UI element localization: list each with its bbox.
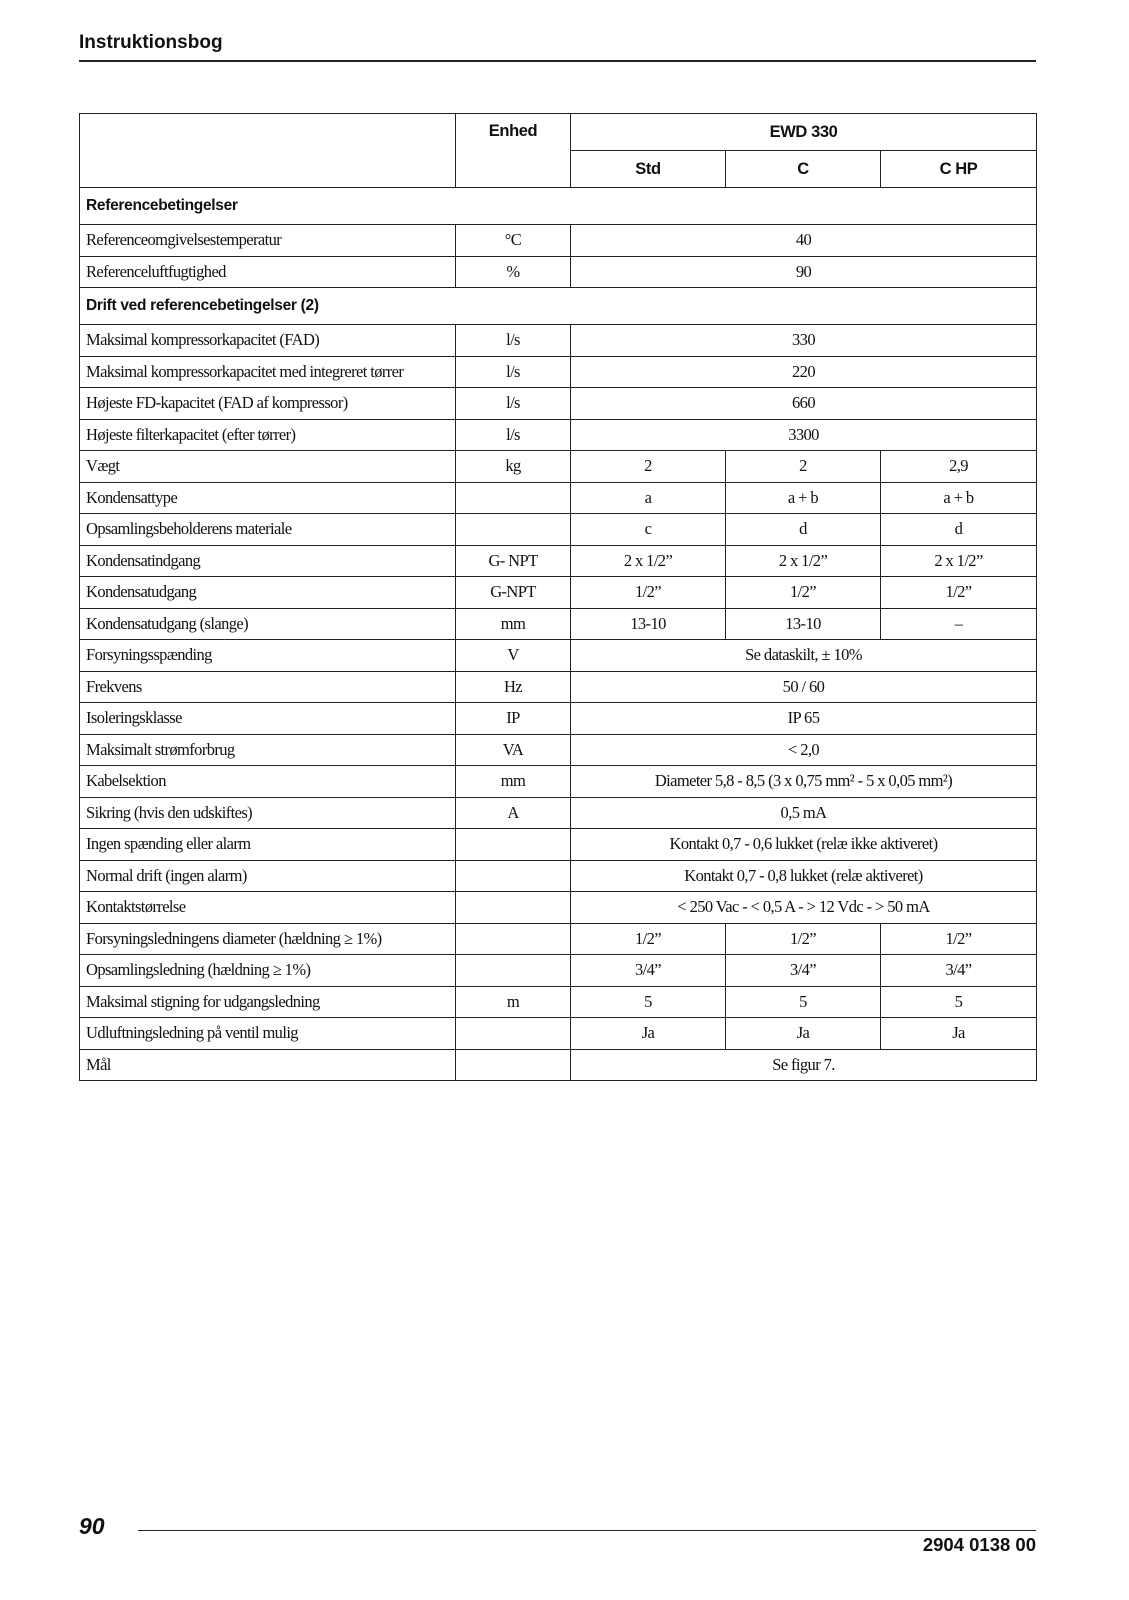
section-title: Drift ved referencebetingelser (2) <box>80 288 1037 325</box>
row-unit <box>456 860 571 892</box>
table-row <box>80 545 1037 577</box>
row-value-c: 2 x 1/2” <box>726 545 881 577</box>
row-label: Maksimal kompressorkapacitet med integreret tørrer <box>80 356 456 388</box>
table-row <box>80 256 1037 288</box>
table-row <box>80 671 1037 703</box>
table-row <box>80 640 1037 672</box>
table-row <box>80 225 1037 257</box>
row-unit: IP <box>456 703 571 735</box>
table-row <box>80 356 1037 388</box>
row-value-std: c <box>571 514 726 546</box>
variant-header-chp: C HP <box>881 151 1037 188</box>
row-label: Normal drift (ingen alarm) <box>80 860 456 892</box>
row-value-all: 330 <box>571 325 1037 357</box>
row-value-c: 1/2” <box>726 923 881 955</box>
page-header <box>79 30 1036 62</box>
table-row <box>80 482 1037 514</box>
table-row <box>80 577 1037 609</box>
table-row <box>80 1018 1037 1050</box>
header-empty-cell <box>80 114 456 188</box>
row-unit: l/s <box>456 388 571 420</box>
row-unit <box>456 923 571 955</box>
document-title: Instruktionsbog <box>79 32 223 53</box>
row-unit: kg <box>456 451 571 483</box>
table-row <box>80 703 1037 735</box>
row-unit <box>456 482 571 514</box>
row-label: Mål <box>80 1049 456 1081</box>
row-value-all: Se figur 7. <box>571 1049 1037 1081</box>
section-row <box>80 288 1037 325</box>
row-unit: Hz <box>456 671 571 703</box>
row-value-c: 1/2” <box>726 577 881 609</box>
row-value-c: Ja <box>726 1018 881 1050</box>
variant-header-std: Std <box>571 151 726 188</box>
row-value-chp: 1/2” <box>881 577 1037 609</box>
row-value-all: 50 / 60 <box>571 671 1037 703</box>
row-value-std: a <box>571 482 726 514</box>
row-value-std: 1/2” <box>571 923 726 955</box>
row-value-all: 220 <box>571 356 1037 388</box>
row-unit: l/s <box>456 419 571 451</box>
row-value-std: 1/2” <box>571 577 726 609</box>
row-value-all: Kontakt 0,7 - 0,6 lukket (relæ ikke aktiveret) <box>571 829 1037 861</box>
table-row <box>80 797 1037 829</box>
row-value-std: Ja <box>571 1018 726 1050</box>
row-unit <box>456 1049 571 1081</box>
row-value-std: 2 x 1/2” <box>571 545 726 577</box>
row-label: Kondensattype <box>80 482 456 514</box>
row-value-all: 3300 <box>571 419 1037 451</box>
row-value-std: 3/4” <box>571 955 726 987</box>
table-row <box>80 955 1037 987</box>
row-value-std: 2 <box>571 451 726 483</box>
table-row <box>80 1049 1037 1081</box>
row-label: Opsamlingsbeholderens materiale <box>80 514 456 546</box>
page-number: 90 <box>79 1513 105 1539</box>
row-label: Kondensatudgang (slange) <box>80 608 456 640</box>
row-label: Maksimal stigning for udgangsledning <box>80 986 456 1018</box>
row-unit: l/s <box>456 356 571 388</box>
model-header: EWD 330 <box>571 114 1037 151</box>
row-value-all: 660 <box>571 388 1037 420</box>
row-unit <box>456 1018 571 1050</box>
row-label: Kondensatindgang <box>80 545 456 577</box>
row-value-all: Diameter 5,8 - 8,5 (3 x 0,75 mm² - 5 x 0,05 mm²) <box>571 766 1037 798</box>
row-label: Kontaktstørrelse <box>80 892 456 924</box>
row-value-c: d <box>726 514 881 546</box>
row-value-chp: d <box>881 514 1037 546</box>
row-unit <box>456 955 571 987</box>
document-number: 2904 0138 00 <box>922 1534 1036 1555</box>
row-value-c: 13-10 <box>726 608 881 640</box>
row-value-chp: Ja <box>881 1018 1037 1050</box>
row-label: Isoleringsklasse <box>80 703 456 735</box>
table-row <box>80 734 1037 766</box>
row-value-all: < 2,0 <box>571 734 1037 766</box>
row-value-chp: 5 <box>881 986 1037 1018</box>
section-title: Referencebetingelser <box>80 188 1037 225</box>
row-unit: G-NPT <box>456 577 571 609</box>
row-value-all: 40 <box>571 225 1037 257</box>
row-value-chp: a + b <box>881 482 1037 514</box>
row-value-all: < 250 Vac - < 0,5 A - > 12 Vdc - > 50 mA <box>571 892 1037 924</box>
row-unit: VA <box>456 734 571 766</box>
row-value-std: 13-10 <box>571 608 726 640</box>
row-value-c: a + b <box>726 482 881 514</box>
row-unit: m <box>456 986 571 1018</box>
row-unit: % <box>456 256 571 288</box>
footer-divider <box>138 1530 1036 1531</box>
row-label: Udluftningsledning på ventil mulig <box>80 1018 456 1050</box>
row-unit: l/s <box>456 325 571 357</box>
row-value-c: 2 <box>726 451 881 483</box>
table-row <box>80 986 1037 1018</box>
row-label: Ingen spænding eller alarm <box>80 829 456 861</box>
row-value-all: Kontakt 0,7 - 0,8 lukket (relæ aktiveret) <box>571 860 1037 892</box>
row-label: Kondensatudgang <box>80 577 456 609</box>
row-unit: °C <box>456 225 571 257</box>
row-label: Maksimal kompressorkapacitet (FAD) <box>80 325 456 357</box>
row-unit: V <box>456 640 571 672</box>
row-label: Frekvens <box>80 671 456 703</box>
table-row <box>80 923 1037 955</box>
row-unit <box>456 892 571 924</box>
row-value-c: 5 <box>726 986 881 1018</box>
row-value-all: Se dataskilt, ± 10% <box>571 640 1037 672</box>
row-value-std: 5 <box>571 986 726 1018</box>
variant-header-c: C <box>726 151 881 188</box>
table-row <box>80 419 1037 451</box>
row-value-chp: 1/2” <box>881 923 1037 955</box>
table-row <box>80 829 1037 861</box>
row-label: Referenceomgivelsestemperatur <box>80 225 456 257</box>
row-label: Kabelsektion <box>80 766 456 798</box>
table-row <box>80 860 1037 892</box>
row-value-all: 90 <box>571 256 1037 288</box>
unit-column-header: Enhed <box>456 114 571 188</box>
table-row <box>80 325 1037 357</box>
table-row <box>80 451 1037 483</box>
row-value-chp: – <box>881 608 1037 640</box>
specification-table <box>79 113 1037 1081</box>
section-row <box>80 188 1037 225</box>
row-value-all: IP 65 <box>571 703 1037 735</box>
row-value-all: 0,5 mA <box>571 797 1037 829</box>
row-label: Forsyningsspænding <box>80 640 456 672</box>
row-label: Højeste filterkapacitet (efter tørrer) <box>80 419 456 451</box>
row-unit: A <box>456 797 571 829</box>
row-unit <box>456 514 571 546</box>
row-label: Vægt <box>80 451 456 483</box>
row-label: Opsamlingsledning (hældning ≥ 1%) <box>80 955 456 987</box>
row-value-chp: 2 x 1/2” <box>881 545 1037 577</box>
row-unit: G- NPT <box>456 545 571 577</box>
row-unit: mm <box>456 766 571 798</box>
table-row <box>80 766 1037 798</box>
table-row <box>80 514 1037 546</box>
row-label: Højeste FD-kapacitet (FAD af kompressor) <box>80 388 456 420</box>
table-header-row <box>80 114 1037 151</box>
row-unit <box>456 829 571 861</box>
row-value-c: 3/4” <box>726 955 881 987</box>
row-label: Sikring (hvis den udskiftes) <box>80 797 456 829</box>
row-label: Forsyningsledningens diameter (hældning ≥ 1%) <box>80 923 456 955</box>
row-unit: mm <box>456 608 571 640</box>
table-row <box>80 892 1037 924</box>
row-value-chp: 3/4” <box>881 955 1037 987</box>
table-row <box>80 388 1037 420</box>
table-row <box>80 608 1037 640</box>
row-value-chp: 2,9 <box>881 451 1037 483</box>
row-label: Maksimalt strømforbrug <box>80 734 456 766</box>
row-label: Referenceluftfugtighed <box>80 256 456 288</box>
